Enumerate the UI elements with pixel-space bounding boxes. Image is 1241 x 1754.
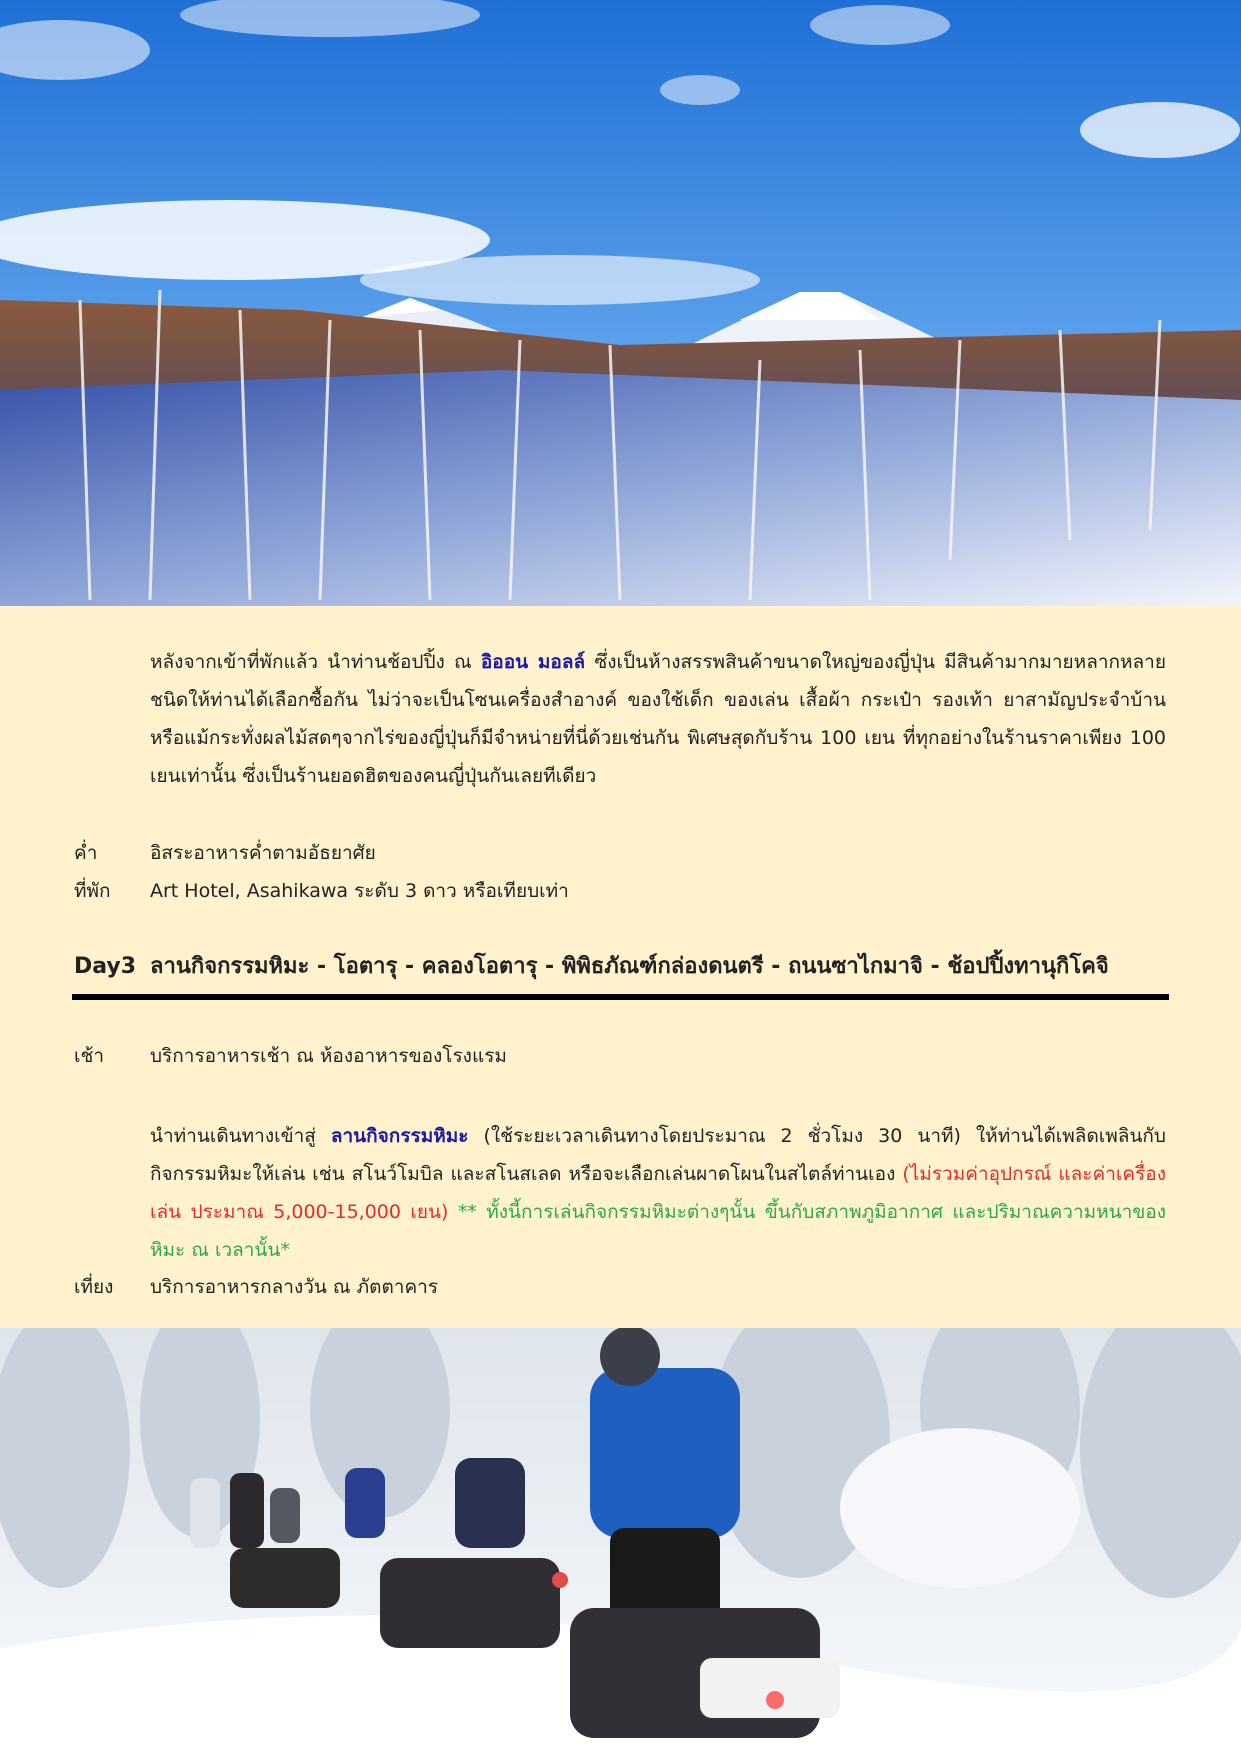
itinerary-content bbox=[0, 606, 1241, 1328]
lunch-text: บริการอาหารกลางวัน ณ ภัตตาคาร bbox=[150, 1276, 439, 1298]
weather-note: ** ทั้งนี้การเล่นกิจกรรมหิมะต่างๆนั้น ขึ้นกับสภาพภูมิอากาศ และปริมาณความหนาของหิมะ ณ เวลานั้น* bbox=[150, 1201, 1166, 1261]
lunch-label: เที่ยง bbox=[74, 1276, 114, 1298]
day3-heading bbox=[74, 952, 1109, 982]
day3-label: Day3 bbox=[74, 954, 137, 979]
dinner-row bbox=[74, 838, 376, 868]
hotel-text: Art Hotel, Asahikawa ระดับ 3 ดาว หรือเทียบเท่า bbox=[150, 880, 569, 902]
breakfast-label: เช้า bbox=[74, 1045, 105, 1067]
dinner-label: ค่ำ bbox=[74, 842, 98, 864]
breakfast-row bbox=[74, 1041, 507, 1071]
snowmobile-photo bbox=[0, 1328, 1241, 1754]
lunch-row bbox=[74, 1272, 438, 1302]
snow-activity-highlight: ลานกิจกรรมหิมะ bbox=[330, 1125, 469, 1147]
aeon-mall-paragraph: หลังจากเข้าที่พักแล้ว นำท่านช้อปปิ้ง ณ อิออน มอลล์ ซึ่งเป็นห้างสรรพสินค้าขนาดใหญ่ของญี่ปุ่น มีสินค้ามากมายหลากหลายชนิดให้ท่านได้เลือกซื้อกัน ไม่ว่าจะเป็นโซนเครื่องสำอางค์ ของใช้เด็ก ของเล่น เสื้อผ้า กระเป๋า รองเท้า ยาสามัญประจำบ้านหรือแม้กระทั่งผลไม้สดๆจากไร่ของญี่ปุ่นก็มีจำหน่ายที่นี่ด้วยเช่นกัน พิเศษสุดกับร้าน 100 เยน ที่ทุกอย่างในร้านราคาเพียง 100 เยนเท่านั้น ซึ่งเป็นร้านยอดฮิตของคนญี่ปุ่นกันเลยทีเดียว bbox=[150, 651, 1166, 787]
dinner-text: อิสระอาหารค่ำตามอัธยาศัย bbox=[150, 842, 376, 864]
day3-divider bbox=[72, 994, 1169, 1000]
day3-title: ลานกิจกรรมหิมะ - โอตารุ - คลองโอตารุ - พิพิธภัณฑ์กล่องดนตรี - ถนนซาไกมาจิ - ช้อปปิ้งทานุกิโคจิ bbox=[150, 954, 1109, 979]
hotel-label: ที่พัก bbox=[74, 880, 111, 902]
breakfast-text: บริการอาหารเช้า ณ ห้องอาหารของโรงแรม bbox=[150, 1045, 507, 1067]
aeon-mall-highlight: อิออน มอลล์ bbox=[480, 651, 586, 673]
cost-note: (ไม่รวมค่าอุปกรณ์ และค่าเครื่องเล่น ประมาณ 5,000-15,000 เยน) bbox=[150, 1163, 1166, 1223]
hotel-row bbox=[74, 876, 569, 906]
snow-activity-paragraph: นำท่านเดินทางเข้าสู่ ลานกิจกรรมหิมะ (ใช้ระยะเวลาเดินทางโดยประมาณ 2 ชั่วโมง 30 นาที) ให้ท่านได้เพลิดเพลินกับ กิจกรรมหิมะให้เล่น เช่น สโนว์โมบิล และสโนสเลด หรือจะเลือกเล่นผาดโผนในสไตล์ท่านเอง (ไม่รวมค่าอุปกรณ์ และค่าเครื่องเล่น ประมาณ 5,000-15,000 เยน) ** ทั้งนี้การเล่นกิจกรรมหิมะต่างๆนั้น ขึ้นกับสภาพภูมิอากาศ และปริมาณความหนาของหิมะ ณ เวลานั้น* bbox=[150, 1125, 1166, 1261]
snow-mountain-photo bbox=[0, 0, 1241, 606]
